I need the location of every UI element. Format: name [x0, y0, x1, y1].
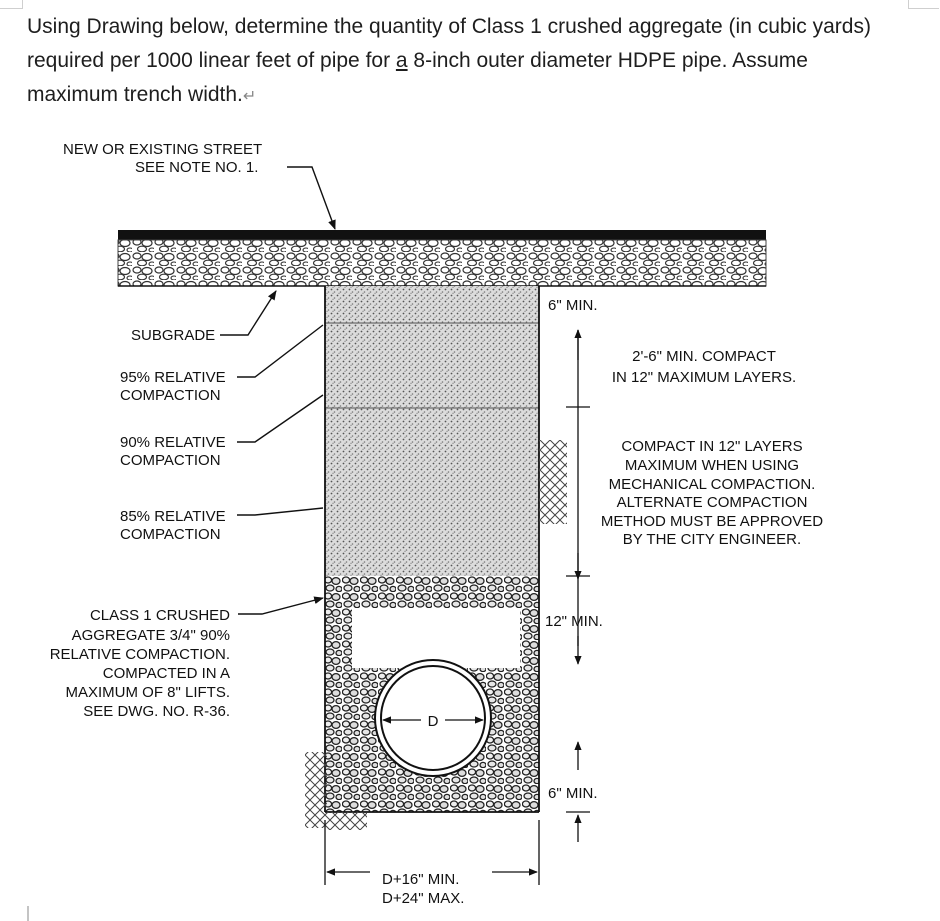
class1-label-line-6: SEE DWG. NO. R-36. — [83, 703, 230, 720]
class1-leader — [238, 598, 323, 614]
base-course-gravel — [118, 240, 766, 286]
backfill-95-zone — [325, 286, 539, 408]
street-leader — [287, 167, 335, 229]
class1-label-line-1: CLASS 1 CRUSHED — [89, 607, 230, 624]
native-soil-left — [305, 752, 327, 828]
compaction-95-line-1: 95% RELATIVE — [120, 369, 226, 386]
note-top-line-1: 2'-6" MIN. COMPACT — [632, 348, 776, 365]
width-label-min: D+16" MIN. — [382, 871, 460, 888]
dim-6-bottom-label: 6" MIN. — [548, 785, 598, 802]
compaction-85-line-2: COMPACTION — [120, 526, 221, 543]
note-mid-line-3: MECHANICAL COMPACTION. — [608, 476, 816, 493]
pavement-surface — [118, 230, 766, 240]
compaction-90-leader — [237, 395, 323, 442]
subgrade-leader — [220, 291, 276, 335]
street-label-line-2: SEE NOTE NO. 1. — [135, 159, 259, 176]
question-line-2-start: required per 1000 linear feet of pipe for — [27, 49, 396, 72]
note-mid-line-2: MAXIMUM WHEN USING — [624, 457, 800, 474]
class1-label-line-3: RELATIVE COMPACTION. — [49, 646, 230, 663]
compaction-90-line-1: 90% RELATIVE — [120, 434, 226, 451]
native-soil-bottom — [327, 812, 367, 830]
dim-top-label: 6" MIN. — [548, 297, 598, 314]
question-line-2-end: 8-inch outer diameter HDPE pipe. Assume — [407, 49, 808, 72]
native-soil-right — [539, 440, 567, 524]
note-top-line-2: IN 12" MAXIMUM LAYERS. — [611, 369, 797, 386]
dim-12-label: 12" MIN. — [545, 613, 603, 630]
question-line-3-text: maximum trench width. — [27, 83, 243, 106]
aggregate-open-area — [352, 608, 520, 668]
subgrade-label: SUBGRADE — [131, 327, 216, 344]
compaction-85-line-1: 85% RELATIVE — [120, 508, 226, 525]
question-underlined-word: a — [395, 49, 408, 72]
compaction-90-line-2: COMPACTION — [120, 452, 221, 469]
note-mid-line-4: ALTERNATE COMPACTION — [616, 494, 808, 511]
paragraph-return-mark: ↵ — [242, 88, 257, 105]
width-label-max: D+24" MAX. — [382, 890, 465, 907]
street-label-line-1: NEW OR EXISTING STREET — [63, 141, 263, 158]
backfill-90-85-zone — [325, 408, 539, 576]
question-line-1: Using Drawing below, determine the quantity of Class 1 crushed aggregate (in cubic yards) — [27, 15, 871, 38]
note-mid-line-5: METHOD MUST BE APPROVED — [600, 513, 824, 530]
note-mid-line-1: COMPACT IN 12" LAYERS — [621, 438, 803, 455]
pipe-diameter-label: D — [427, 713, 439, 730]
class1-label-line-4: COMPACTED IN A — [102, 665, 230, 682]
class1-label-line-5: MAXIMUM OF 8" LIFTS. — [65, 684, 230, 701]
note-mid-line-6: BY THE CITY ENGINEER. — [622, 531, 802, 548]
class1-label-line-2: AGGREGATE 3/4" 90% — [71, 627, 230, 644]
compaction-85-leader — [237, 508, 323, 515]
compaction-95-line-2: COMPACTION — [120, 387, 221, 404]
